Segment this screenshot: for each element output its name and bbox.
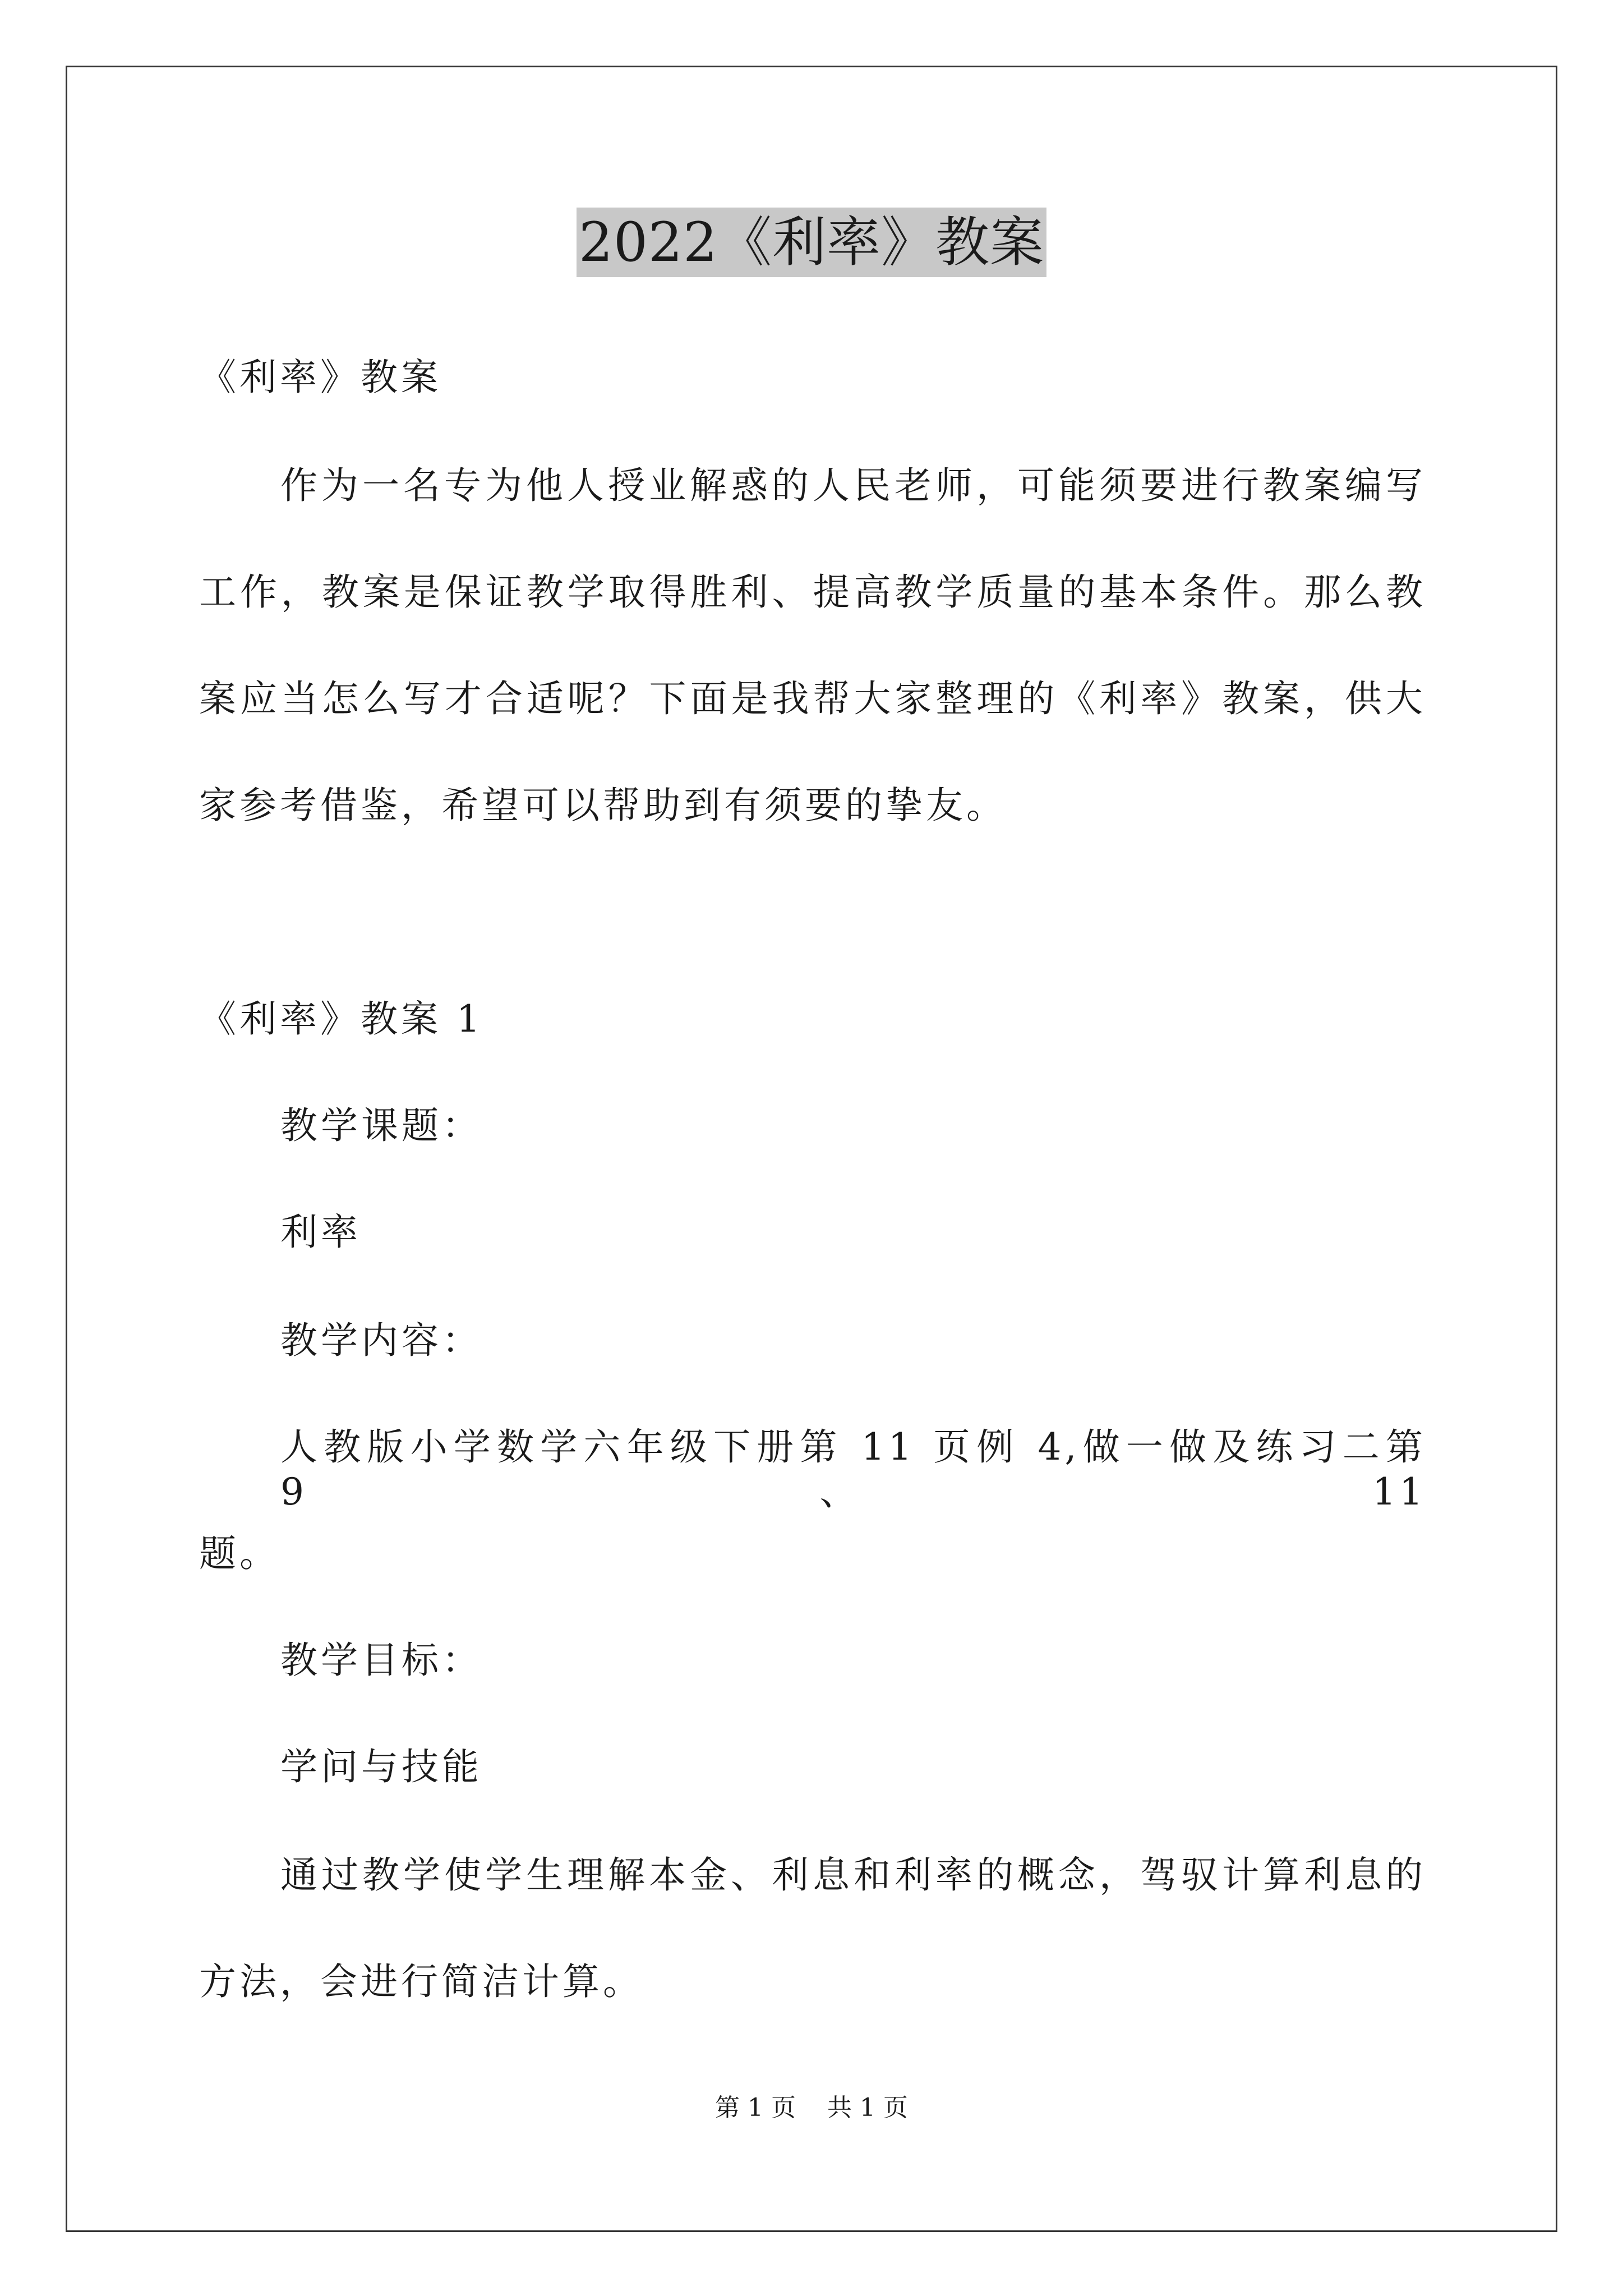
content-label: 教学内容： xyxy=(280,1319,482,1362)
document-title: 2022《利率》教案 xyxy=(577,208,1046,277)
goals-label: 教学目标： xyxy=(280,1639,482,1682)
content-line-1: 人教版小学数学六年级下册第 11 页例 4,做一做及练习二第 9、11 xyxy=(280,1425,1426,1513)
content-line-2: 题。 xyxy=(199,1532,280,1575)
intro-line-1: 作为一名专为他人授业解惑的人民老师，可能须要进行教案编写 xyxy=(280,464,1426,507)
goals-line-1: 通过教学使学生理解本金、利息和利率的概念，驾驭计算利息的 xyxy=(280,1853,1426,1897)
page-footer: 第 1 页 共 1 页 xyxy=(715,2093,908,2122)
intro-line-2: 工作，教案是保证教学取得胜利、提高教学质量的基本条件。那么教 xyxy=(199,570,1426,614)
title-container xyxy=(0,208,1623,277)
goals-subheading: 学问与技能 xyxy=(280,1745,482,1788)
intro-line-3: 案应当怎么写才合适呢？下面是我帮大家整理的《利率》教案，供大 xyxy=(199,677,1426,720)
document-subtitle: 《利率》教案 xyxy=(199,356,441,399)
goals-line-2: 方法，会进行简洁计算。 xyxy=(199,1960,643,2003)
topic-label: 教学课题： xyxy=(280,1104,482,1147)
intro-line-4: 家参考借鉴，希望可以帮助到有须要的挚友。 xyxy=(199,784,1007,827)
topic-value: 利率 xyxy=(280,1211,361,1254)
section-heading: 《利率》教案 1 xyxy=(199,997,483,1041)
